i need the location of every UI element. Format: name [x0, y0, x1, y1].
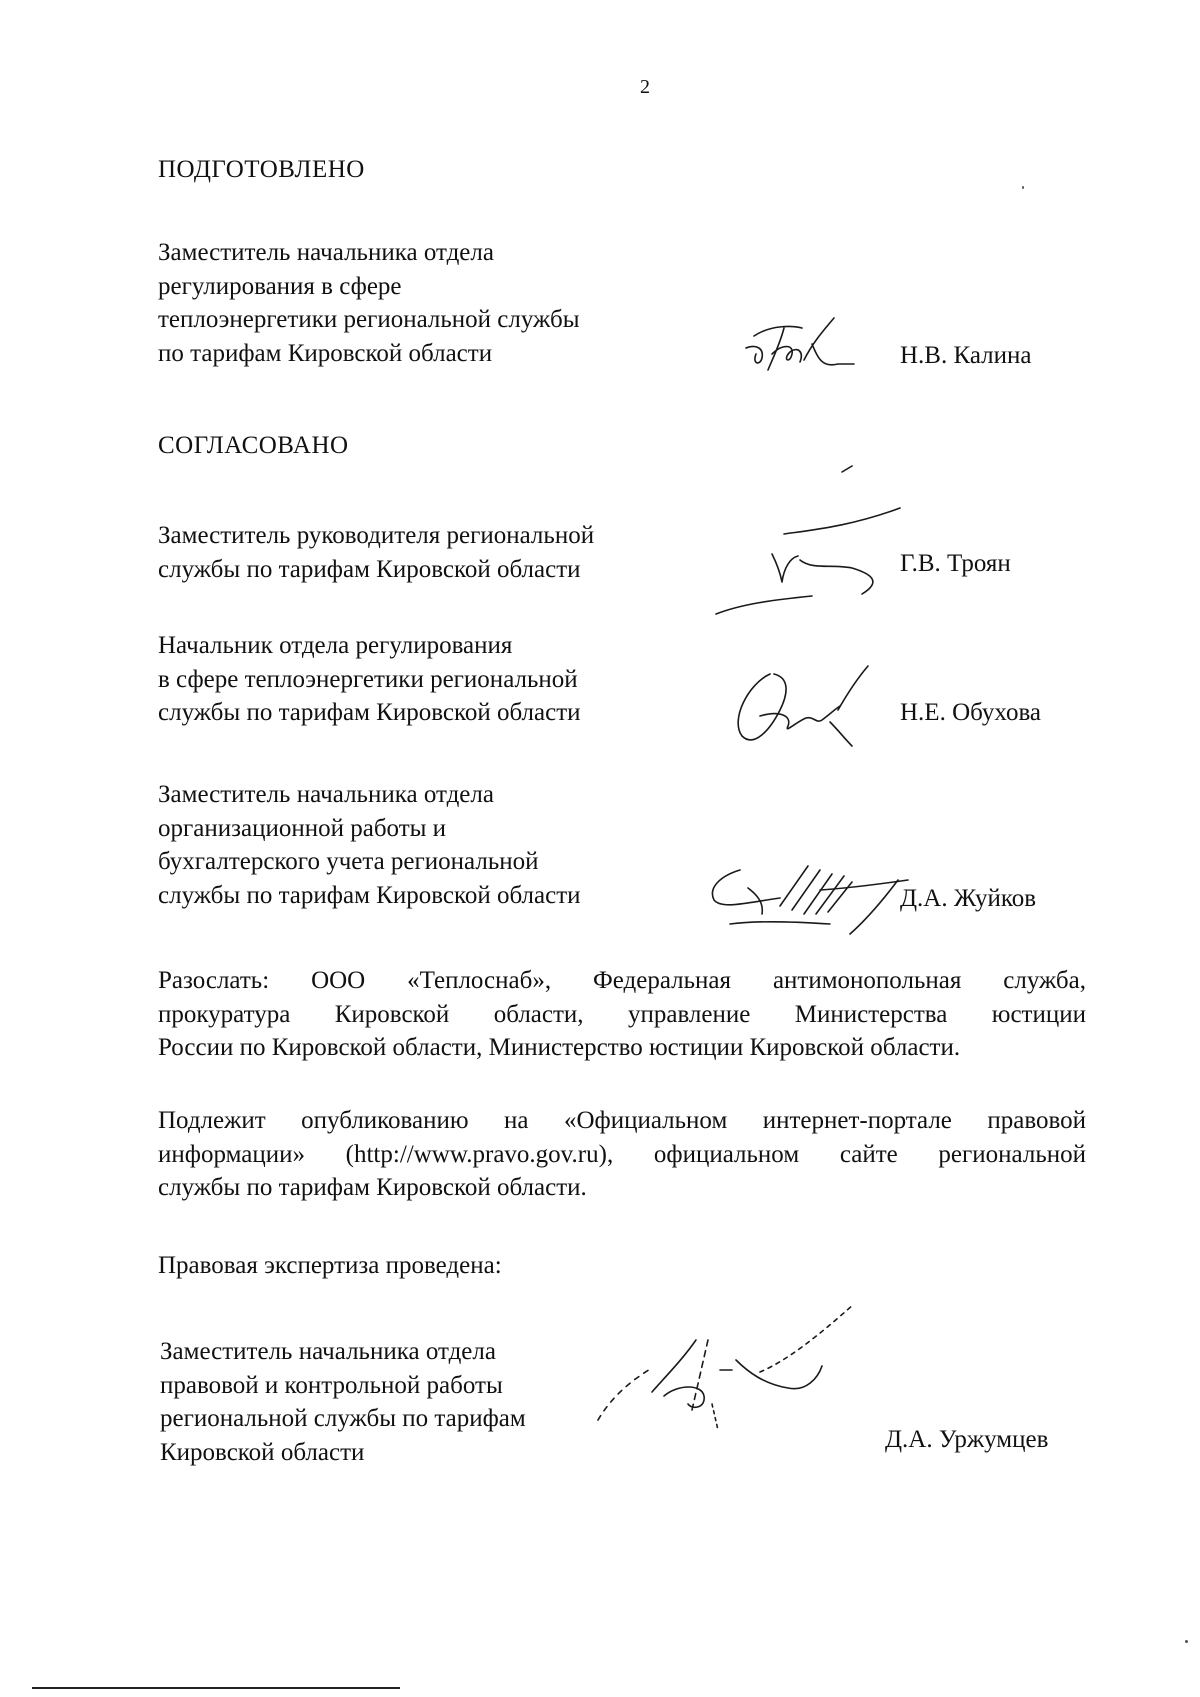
- signature-zhuikov: [700, 858, 910, 938]
- legal-review-heading: Правовая экспертиза проведена:: [158, 1252, 502, 1279]
- position-line: Заместитель начальника отдела: [158, 239, 494, 266]
- paragraph-line: информации» (http://www.pravo.gov.ru), официальном сайте региональной: [158, 1140, 1086, 1168]
- position-line: Кировской области: [160, 1438, 365, 1466]
- signature-troyan: [712, 464, 912, 624]
- position-line: в сфере теплоэнергетики региональной: [158, 665, 578, 693]
- footer-rule: [32, 1687, 400, 1689]
- position-line: регулирования в сфере: [158, 272, 402, 300]
- paragraph-line: Подлежит опубликованию на «Официальном интернет-портале правовой: [158, 1107, 1086, 1134]
- position-line: службы по тарифам Кировской области: [158, 699, 581, 726]
- position-line: правовой и контрольной работы: [160, 1371, 503, 1399]
- prepared-heading: ПОДГОТОВЛЕНО: [158, 156, 365, 183]
- agreed-heading: СОГЛАСОВАНО: [158, 432, 349, 459]
- paragraph-line: прокуратура Кировской области, управление Министерства юстиции: [158, 1000, 1086, 1028]
- position-line: службы по тарифам Кировской области: [158, 881, 581, 909]
- position-line: службы по тарифам Кировской области: [158, 555, 581, 583]
- position-line: Заместитель начальника отдела: [158, 781, 494, 808]
- position-line: Начальник отдела регулирования: [158, 632, 513, 659]
- paragraph-line: службы по тарифам Кировской области.: [158, 1174, 587, 1201]
- position-line: по тарифам Кировской области: [158, 339, 493, 367]
- paragraph-line: Разослать: ООО «Теплоснаб», Федеральная антимонопольная служба,: [158, 967, 1086, 994]
- scan-speck: [1022, 186, 1024, 189]
- agreed-signer-1-name: Г.В. Троян: [900, 550, 1011, 577]
- position-line: организационной работы и: [158, 814, 447, 842]
- legal-review-signer-name: Д.А. Уржумцев: [885, 1426, 1049, 1453]
- agreed-signer-1-position: [158, 519, 594, 586]
- signature-urzhumtsev: [592, 1300, 872, 1440]
- paragraph-line: России по Кировской области, Министерство юстиции Кировской области.: [158, 1034, 961, 1061]
- position-line: Заместитель начальника отдела: [160, 1338, 496, 1365]
- signature-obukhova: [730, 660, 880, 750]
- publication-paragraph: [158, 1104, 1086, 1205]
- position-line: бухгалтерского учета региональной: [158, 848, 539, 875]
- prepared-position: [158, 236, 580, 370]
- agreed-signer-3-name: Д.А. Жуйков: [900, 885, 1037, 912]
- position-line: теплоэнергетики региональной службы: [158, 306, 580, 333]
- scan-speck: [1185, 1640, 1188, 1643]
- prepared-signer-name: Н.В. Калина: [900, 342, 1032, 369]
- agreed-signer-2-position: [158, 629, 581, 730]
- page-number: 2: [640, 76, 650, 98]
- position-line: региональной службы по тарифам: [160, 1405, 526, 1432]
- signature-kalina: [742, 314, 862, 380]
- legal-review-position: [160, 1335, 526, 1469]
- position-line: Заместитель руководителя региональной: [158, 522, 595, 549]
- agreed-signer-3-position: [158, 778, 581, 912]
- distribution-paragraph: [158, 964, 1086, 1065]
- agreed-signer-2-name: Н.Е. Обухова: [900, 699, 1042, 726]
